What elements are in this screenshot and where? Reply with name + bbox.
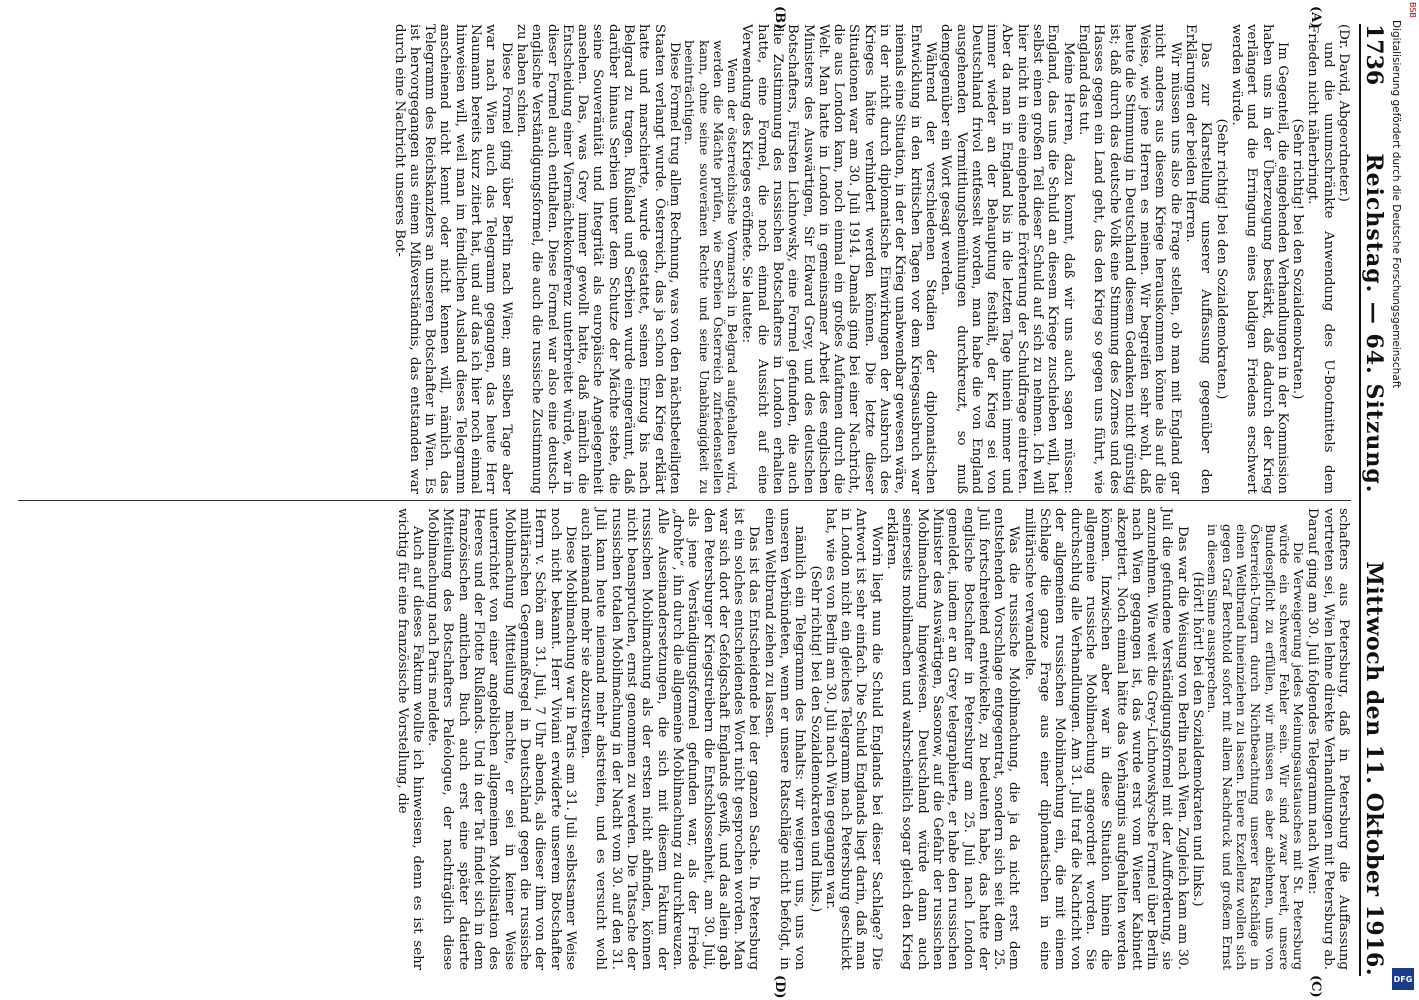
paragraph: Das zur Klarstellung unserer Auffassung gegenüber den Erklärungen der beiden Herren. (1183, 24, 1214, 494)
margin-marker-c: (C) (1308, 975, 1323, 998)
paragraph: (Sehr richtig! bei den Sozialdemokraten.) (1290, 118, 1306, 400)
paragraph: (Sehr richtig! bei den Sozialdemokraten und links.) (807, 565, 823, 913)
margin-marker-b: (B) (772, 6, 787, 30)
paragraph: (Hört! hört! bei den Sozialdemokraten und links.) (1190, 571, 1206, 907)
paragraph: (Sehr richtig! bei den Sozialdemokraten.) (1213, 118, 1229, 400)
column-divider (18, 500, 1351, 501)
right-column (18, 508, 1351, 970)
paragraph: Diese Formel trug allem Rechnung, was von den nächstbeteiligten Staaten verlangt wurde. Österreich, das ja schon den Krieg erklärt hatte und marschierte, wurde gestattet, seinen Einzug bis nach Belgrad zu tragen. Rußland und Serbien wurde eingeräumt, daß darüber hinaus Serbien unter dem Schutze der Mächte stehe, die seine Souveränität und Integrität als europäische Angelegenheit ansehen. Das, was Grey immer gewollt hatte, daß nämlich die Entscheidung einer Viermächtekonferenz unterbreitet würde, war in dieser Formel auch enthalten. Diese Formel war also eine deutsch-englische Verständigungsformel, die auch die russische Zustimmung zu haben schien. (513, 24, 682, 494)
margin-marker-a: (A) (1308, 6, 1323, 29)
paragraph: Worin liegt nun die Schuld Englands bei dieser Sachlage? Die Antwort ist sehr einfach. Die Schuld Englands liegt darin, daß man in London nicht ein gleiches Telegramm nach Petersburg geschickt hat, wie es von Berlin am 30. Juli nach Wien gegangen war. (822, 508, 884, 970)
bsb-logo: BSB (1408, 2, 1417, 18)
margin-marker-d: (D) (772, 975, 787, 999)
session-date: Mittwoch den 11. Oktober 1916. (1361, 561, 1387, 976)
paragraph: Im Gegenteil, die eingehenden Verhandlungen in der Kommission haben uns in der Überzeugung bestärkt, daß dadurch der Krieg verlängert und die Erringung eines baldigen Friedens erschwert werden würde. (1228, 24, 1290, 494)
paragraph: nämlich ein Telegramm des Inhalts: wir weigern uns, uns von unseren Verbündeten, wenn er unsere Ratschläge nicht befolgt, in einen Weltbrand ziehen zu lassen. (761, 508, 808, 970)
paragraph: Während der verschiedenen Stadien der diplomatischen Entwicklung in den kritischen Tagen vor dem Kriegsausbruch war niemals eine Situation, in der der Krieg unabwendbar gewesen wäre, in der nicht durch diplomatische Einwirkungen der Ausbruch des Krieges hätte verhindert werden können. Die letzte dieser Situationen war am 30. Juli 1914. Damals ging bei einer Nachricht, die aus London kam, noch einmal ein großes Aufatmen durch die Welt. Man hatte in London in gemeinsamer Arbeit des englischen Ministers des Auswärtigen, Sir Edward Grey, und des deutschen Botschafters, Fürsten Lichnowsky, eine Formel gefunden, die auch die Zustimmung des russischen Botschafters in London erhalten hatte, eine Formel, die noch einmal die Aussicht auf eine Verwendung des Krieges eröffnete. Sie lautete: (739, 24, 938, 494)
paragraph: Diese Mobilmachung war in Paris am 31. Juli selbstsamer Weise noch nicht bekannt. Herr Viviani erwiderte unserem Botschafter Herrn v. Schön am 31. Juli, 7 Uhr abends, als dieser ihm von der militärischen Gegenmaßregel in Deutschland gegen die russische Mobilmachung Mitteilung machte, er sei in keiner Weise unterrichtet von einer angeblichen allgemeinen Mobilisation des Heeres und der Flotte Rußlands. Und in der Tat findet sich in dem französischen amtlichen Buch auch erst eine später datierte Mitteilung des Botschafters Paléologue, der nachträglich diese Mobilmachung nach Paris meldete. (425, 508, 578, 970)
paragraph: Das war die Weisung von Berlin nach Wien. Zugleich kam am 30. Juli die gefundene Verständigungsformel mit der Aufforderung, sie anzunehmen. Wie weit die Grey-Lichnowskysche Formel über Berlin nach Wien gegangen ist, das wurde erst vom Wiener Kabinett akzeptiert. Noch einmal hätte das Verhängnis aufgehalten werden können. Inzwischen aber war in diese Situation hinein die allgemeine russische Mobilmachung angeordnet worden. Sie durchschlug alle Verhandlungen. Am 31. Juli traf die Nachricht von der allgemeinen russischen Mobilmachung ein, die mit einem Schlage die ganze Frage aus einer diplomatischen in eine militärische verwandelte. (1021, 508, 1190, 970)
paragraph: Wenn der österreichische Vormarsch in Belgrad aufgehalten wird, werden die Mächte prüfen, wie Serbien Österreich zufriedenstellen kann, ohne seine souveränen Rechte und seine Unabhängigkeit zu beeinträchtigen. (682, 40, 741, 494)
page-number: 1736 (1361, 24, 1387, 86)
paragraph: Meine Herren, dazu kommt, daß wir uns auch sagen müssen: England, das uns die Schuld an diesem Kriege zuschieben will, hat selbst einen großen Teil dieser Schuld auf sich zu nehmen. Ich will hier nicht in eine eingehende Erörterung der Schuldfrage eintreten. Aber da man in England bis in die letzten Tage hinein immer und immer wieder an der Behauptung festhält, der Krieg sei von Deutschland frivol entfesselt worden, man habe die von England ausgehenden Vermittlungsbemühungen durchkreuzt, so muß demgegenüber ein Wort gesagt werden. (938, 24, 1076, 494)
paragraph: schafters aus Petersburg, daß in Petersburg die Auffassung vertreten sei, Wien lehne direkte Verhandlungen mit Petersburg ab. Darauf ging am 30. Juli folgendes Telegramm nach Wien: (1305, 508, 1351, 970)
left-column (18, 24, 1351, 494)
credit-text: Digitalisierung gefördert durch die Deutsche Forschungsgemeinschaft (1390, 20, 1402, 389)
paragraph: und die unumschränkte Anwendung des U-Bootmittels dem Frieden nicht näherbringt. (1305, 24, 1336, 494)
paragraph: Auch auf dieses Faktum wollte ich hinweisen, denn es ist sehr wichtig für eine französische Vorstellung, die (394, 508, 425, 970)
dfg-logo: DFG (1392, 968, 1414, 990)
digitization-credit (1388, 20, 1408, 980)
paragraph: (Dr. David, Abgeordneter.) (1336, 24, 1351, 202)
page-title: Reichstag. — 64. Sitzung. (1361, 153, 1387, 494)
paragraph: Wir müssen uns also die Frage stellen, ob man mit England gar nicht anders aus diesem Kriege herauskommen könne als auf die Weise, wie jene Herren es meinen. Wir begreifen sehr wohl, daß heute die Stimmung in Deutschland diesem Gedanken nicht günstig ist; daß durch das deutsche Volk eine Stimmung des Zornes und des Hasses gegen ein Land geht, das den Krieg so gegen uns führt, wie England das tut. (1075, 24, 1183, 494)
paragraph: Was die russische Mobilmachung, die ja da nicht erst dem entstehenden Vorschlage entgegentrat, sondern sich seit dem 25. Juli fortschreitend entwickelte, zu bedeuten habe, das hatte der englische Botschafter in Petersburg am 25. Juli nach London gemeldet, indem er an Grey telegraphierte, er habe den russischen Minister des Auswärtigen, Sasonow, auf die Gefahr der russischen Mobilmachung hingewiesen. Deutschland würde dann auch seinerseits mobilmachen und wahrscheinlich sogar gleich den Krieg erklären. (884, 508, 1022, 970)
paragraph: Die Verweigerung jedes Meinungsaustausches mit St. Petersburg würde ein schwerer Fehler sein. Wir sind zwar bereit, unsere Bundespflicht zu erfüllen, wir müssen es aber ablehnen, uns von Österreich-Ungarn durch Nichtbeachtung unserer Ratschläge in einen Weltbrand hineinziehen zu lassen. Euere Exzellenz wollen sich gegen Graf Berchtold sofort mit allem Nachdruck und großem Ernst in diesem Sinne aussprechen. (1205, 524, 1307, 970)
paragraph: Das ist das Entscheidende bei der ganzen Sache. In Petersburg ist ein solches entscheidendes Wort nicht gesprochen worden. Man war sich dort der Gefolgschaft Englands gewiß, und das allein gab den Petersburger Kriegstreibern die Entschlossenheit, am 30. Juli, als jene Verständigungsformel gefunden war, als der Friede „drohte“, ihn durch die allgemeine Mobilmachung zu durchkreuzen. Alle Auseinandersetzungen, die sich mit diesem Faktum der russischen Mobilmachung als der ersten nicht abfinden, können nicht beanspruchen, ernst genommen zu werden. Die Tatsache der russischen totalen Mobilmachung in der Nacht vom 30. auf den 31. Juli kann heute niemand mehr abstreiten, und es versucht wohl auch niemand mehr sie abzustreiten. (578, 508, 762, 970)
paragraph: Diese Formel ging über Berlin nach Wien; am selben Tage aber war nach Wien auch das Telegramm gegangen, das heute Herr Naumann bereits kurz zitiert hat, und auf das ich hier noch einmal hinweisen will, weil man im feindlichen Ausland dieses Telegramm anscheinend nicht kennt oder nicht kennen will, nämlich das Telegramm des Reichskanzlers an unseren Botschafter in Wien. Es ist hervorgegangen aus einem Mißverständnis, das entstanden war durch eine Nachricht unseres Bot- (391, 24, 514, 494)
